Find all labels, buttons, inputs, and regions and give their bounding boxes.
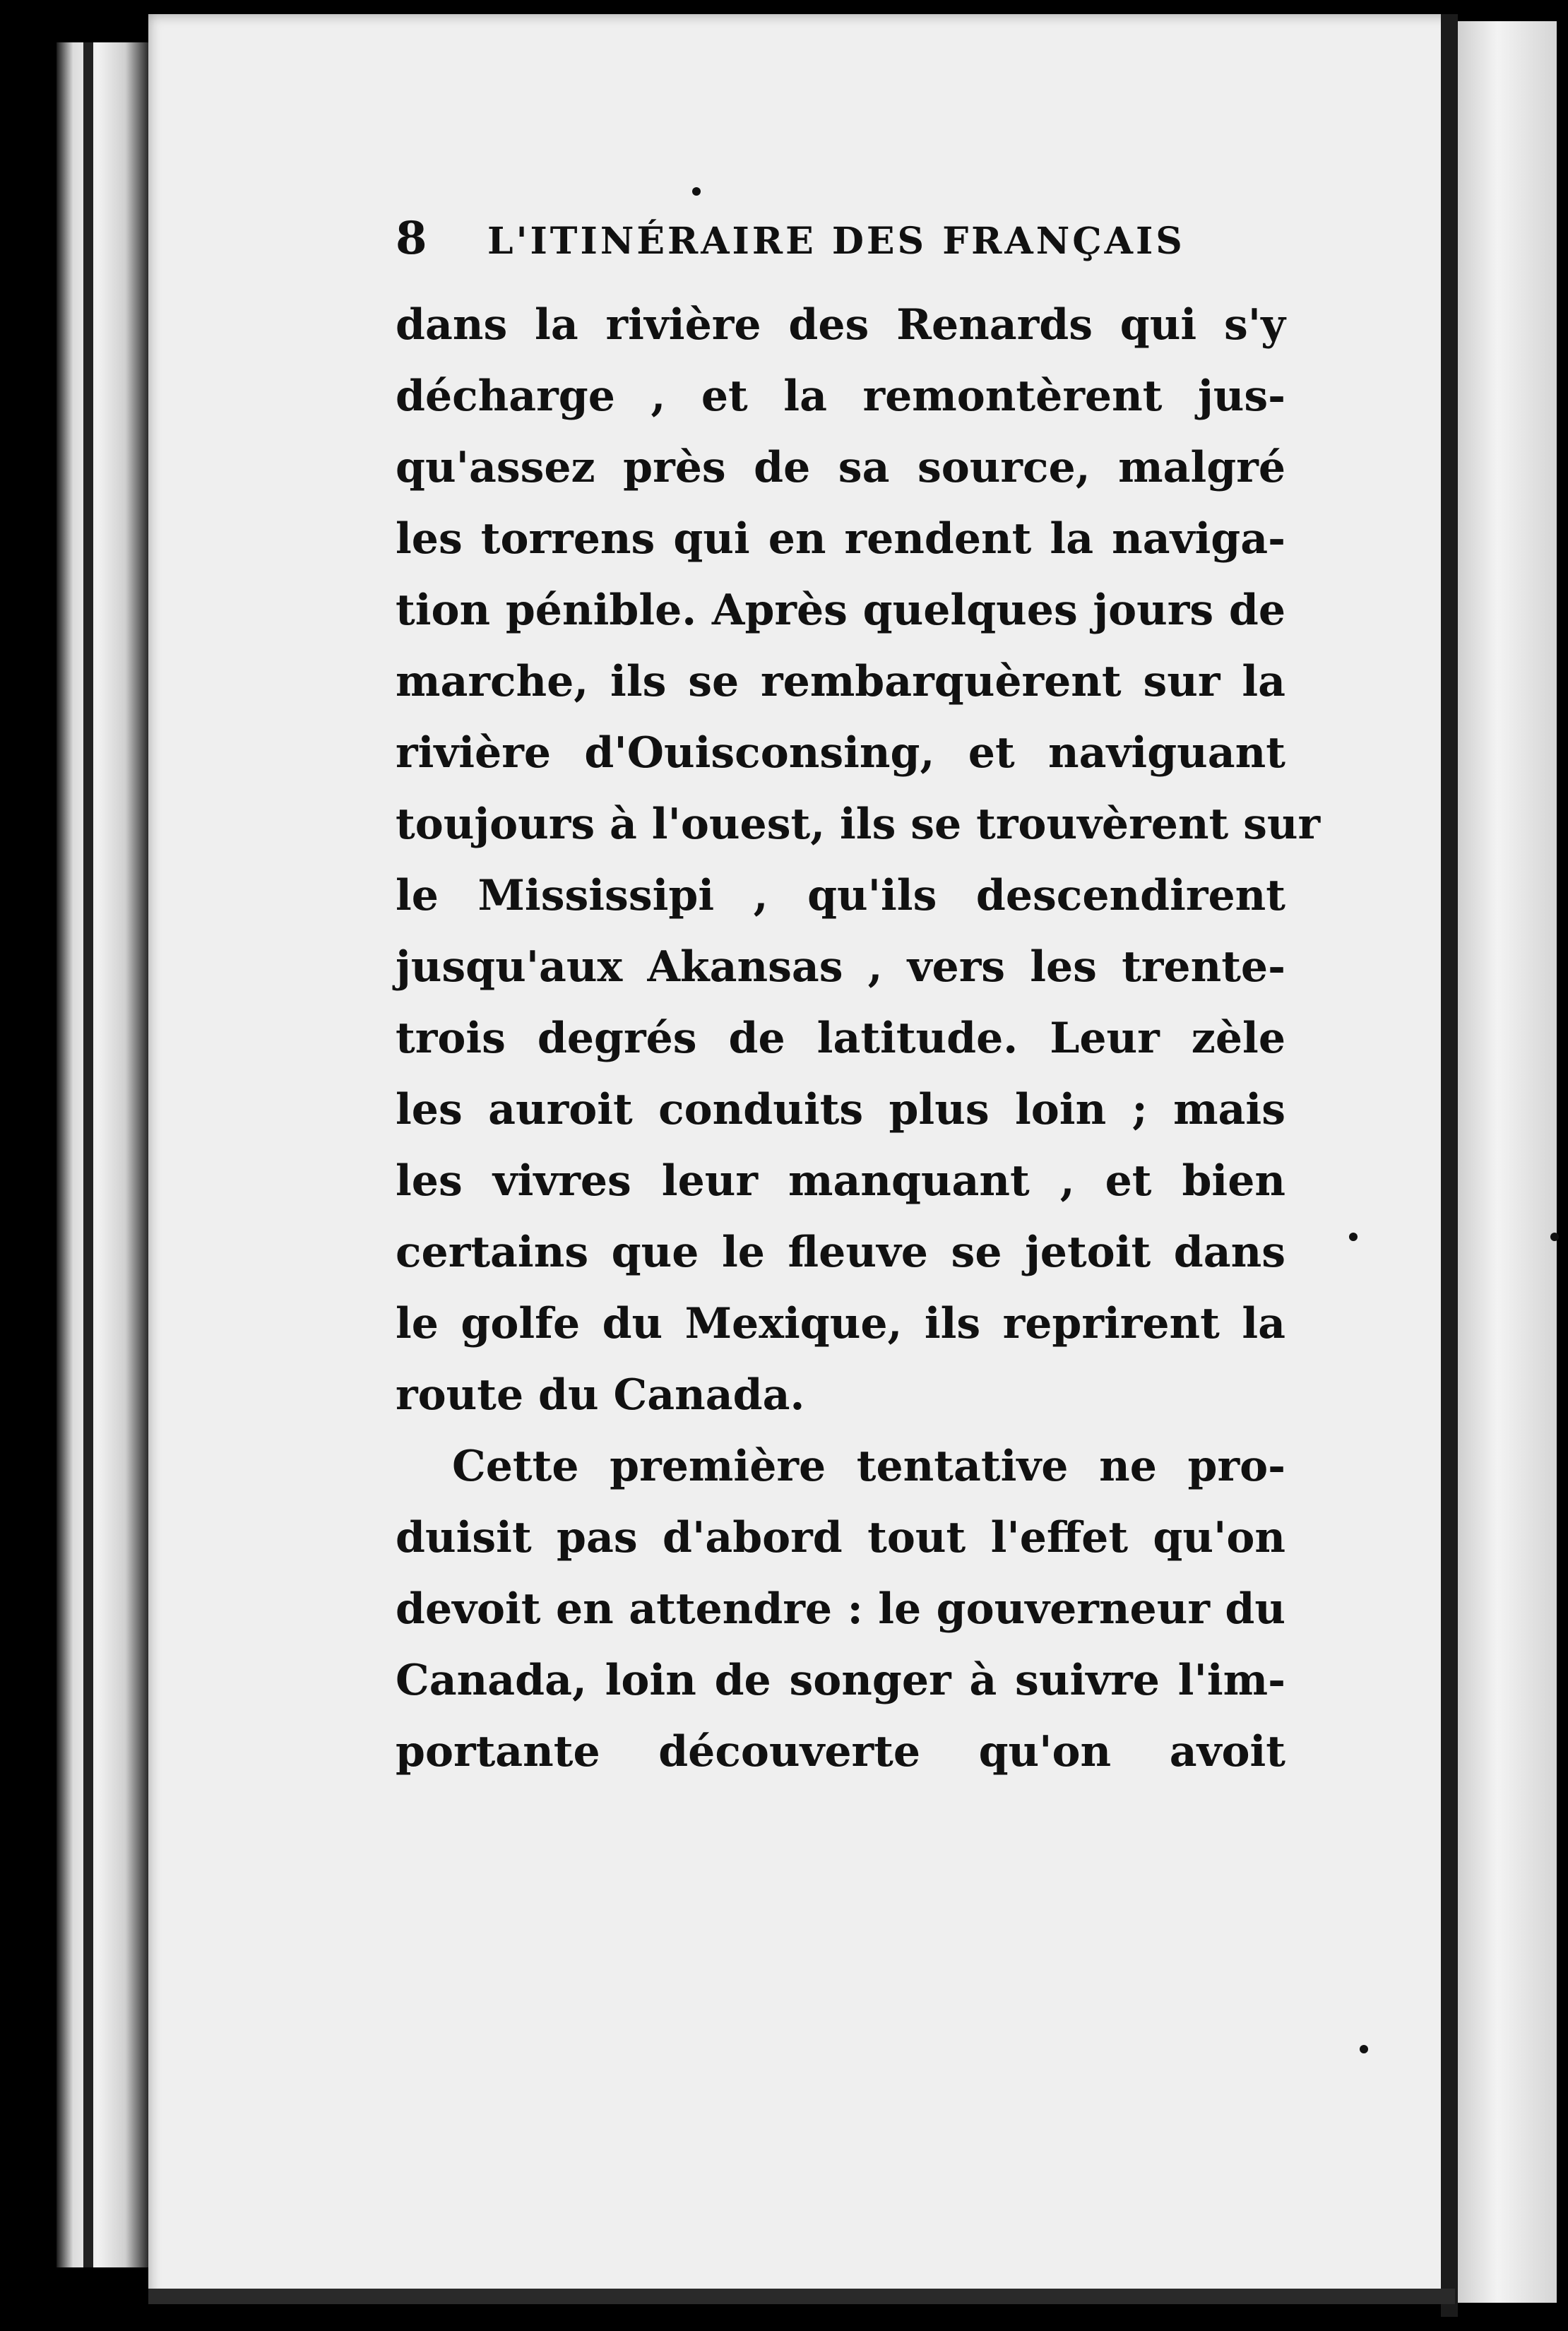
- text-line: les torrens qui en rendent la naviga-: [396, 514, 1285, 564]
- text-line: route du Canada.: [396, 1370, 805, 1420]
- text-line: rivière d'Ouisconsing, et naviguant: [396, 728, 1285, 778]
- text-line: marche, ils se rembarquèrent sur la: [396, 657, 1285, 706]
- text-line: décharge , et la remontèrent jus-: [396, 372, 1285, 421]
- running-title: L'ITINÉRAIRE DES FRANÇAIS: [487, 220, 1185, 263]
- text-line: devoit en attendre : le gouverneur du: [396, 1584, 1285, 1634]
- text-line: le golfe du Mexique, ils reprirent la: [396, 1299, 1285, 1348]
- text-line: les auroit conduits plus loin ; mais: [396, 1085, 1285, 1134]
- ink-speck: [1550, 1233, 1559, 1241]
- page-number: 8: [396, 212, 430, 265]
- paragraph-1: [396, 290, 1321, 1431]
- previous-leaf-edge: [57, 42, 148, 2267]
- running-head: [396, 212, 1285, 290]
- text-line: toujours à l'ouest, ils se trouvèrent sur: [396, 800, 1321, 849]
- ink-speck: [1349, 1233, 1358, 1241]
- text-line: Canada, loin de songer à suivre l'im-: [396, 1656, 1285, 1705]
- text-line: tion pénible. Après quelques jours de: [396, 586, 1285, 635]
- ink-speck: [1360, 2045, 1368, 2053]
- binding-shadow: [83, 42, 93, 2267]
- page-gutter: [1441, 14, 1458, 2317]
- page-text: [396, 212, 1321, 1788]
- text-line: duisit pas d'abord tout l'effet qu'on: [396, 1513, 1285, 1562]
- text-line: certains que le fleuve se jetoit dans: [396, 1228, 1285, 1277]
- text-line: trois degrés de latitude. Leur zèle: [396, 1014, 1285, 1063]
- text-line: les vivres leur manquant , et bien: [396, 1156, 1285, 1206]
- text-line: portante découverte qu'on avoit: [396, 1727, 1285, 1777]
- text-line: qu'assez près de sa source, malgré: [396, 443, 1285, 492]
- text-line: le Mississipi , qu'ils descendirent: [396, 871, 1285, 920]
- text-line: Cette première tentative ne pro-: [452, 1442, 1285, 1491]
- ink-speck: [692, 187, 701, 196]
- page-bottom-edge: [148, 2289, 1455, 2304]
- text-line: dans la rivière des Renards qui s'y: [396, 300, 1285, 350]
- text-line: jusqu'aux Akansas , vers les trente-: [396, 942, 1285, 992]
- paragraph-2: [396, 1431, 1285, 1788]
- next-leaf-edge: [1458, 21, 1557, 2303]
